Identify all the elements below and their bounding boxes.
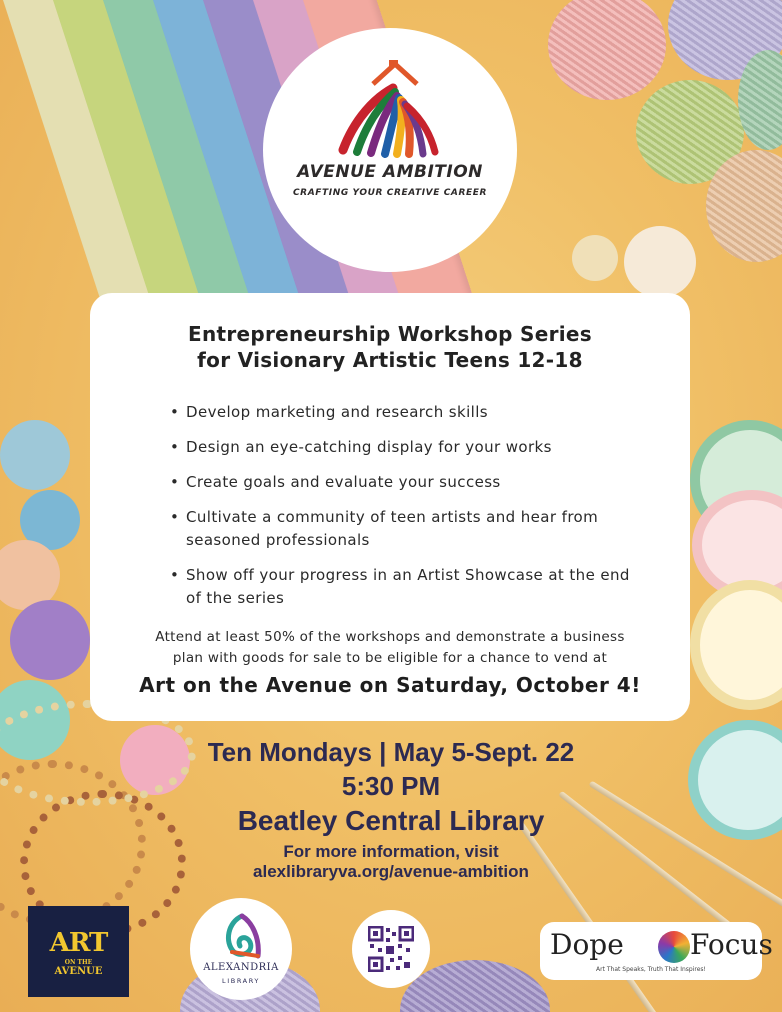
alexandria-sub: LIBRARY (222, 977, 260, 985)
qr-code-badge[interactable] (352, 910, 430, 988)
more-info-label: For more information, visit (283, 842, 499, 861)
sequin-pile (10, 600, 90, 680)
brand-title: AVENUE AMBITION (297, 162, 483, 182)
yarn-ball (548, 0, 666, 100)
workshop-title-line2: for Visionary Artistic Teens 12-18 (197, 348, 583, 372)
list-item: • Cultivate a community of teen artists and hear from seasoned professionals (170, 506, 640, 552)
art-on-the-avenue-date: Art on the Avenue on Saturday, October 4! (139, 673, 641, 697)
bead-pile (0, 420, 70, 490)
list-item: • Create goals and evaluate your success (170, 471, 640, 494)
button-decoration (572, 235, 618, 281)
qr-code-icon[interactable] (368, 926, 414, 972)
more-info-link[interactable]: alexlibraryva.org/avenue-ambition (253, 862, 529, 881)
workshop-title-line1: Entrepreneurship Workshop Series (188, 322, 592, 346)
dope-focus-word1: Dope (550, 928, 624, 961)
workshop-title (90, 321, 690, 373)
art-logo-avenue-word: AVENUE (54, 966, 103, 977)
dope-focus-logo (540, 922, 773, 980)
art-logo-avenue (28, 959, 129, 977)
art-logo-on-the: ON THE (64, 959, 93, 966)
button-decoration (624, 226, 696, 298)
eligibility-note-line1: Attend at least 50% of the workshops and demonstrate a business (155, 629, 625, 645)
eligibility-note-line2: plan with goods for sale to be eligible for a chance to vend at (172, 650, 608, 666)
avenue-ambition-logo (263, 28, 517, 272)
benefits-list (170, 401, 640, 610)
event-location: Beatley Central Library (237, 805, 545, 836)
art-on-the-avenue-logo (28, 906, 129, 997)
event-time: 5:30 PM (341, 771, 441, 801)
art-logo-word: ART (49, 928, 108, 958)
list-item: • Develop marketing and research skills (170, 401, 640, 424)
alexandria-name: ALEXANDRIA (203, 962, 279, 973)
list-item: • Design an eye-catching display for your works (170, 436, 640, 459)
workshop-info-card (90, 293, 690, 721)
alexandria-library-logo (190, 898, 292, 1000)
list-item: • Show off your progress in an Artist Showcase at the end of the series (170, 564, 640, 610)
paint-globe-icon (658, 931, 690, 963)
dope-focus-tagline: Art That Speaks, Truth That Inspires! (596, 966, 706, 973)
alexandria-a-icon (220, 912, 264, 960)
brushstroke-house-icon (335, 58, 455, 158)
eligibility-note (110, 627, 670, 669)
dope-focus-word2: Focus (690, 928, 773, 961)
brand-tagline: CRAFTING YOUR CREATIVE CAREER (292, 188, 488, 198)
pin-cushion (690, 580, 782, 710)
event-dates: Ten Mondays | May 5-Sept. 22 (207, 737, 575, 767)
